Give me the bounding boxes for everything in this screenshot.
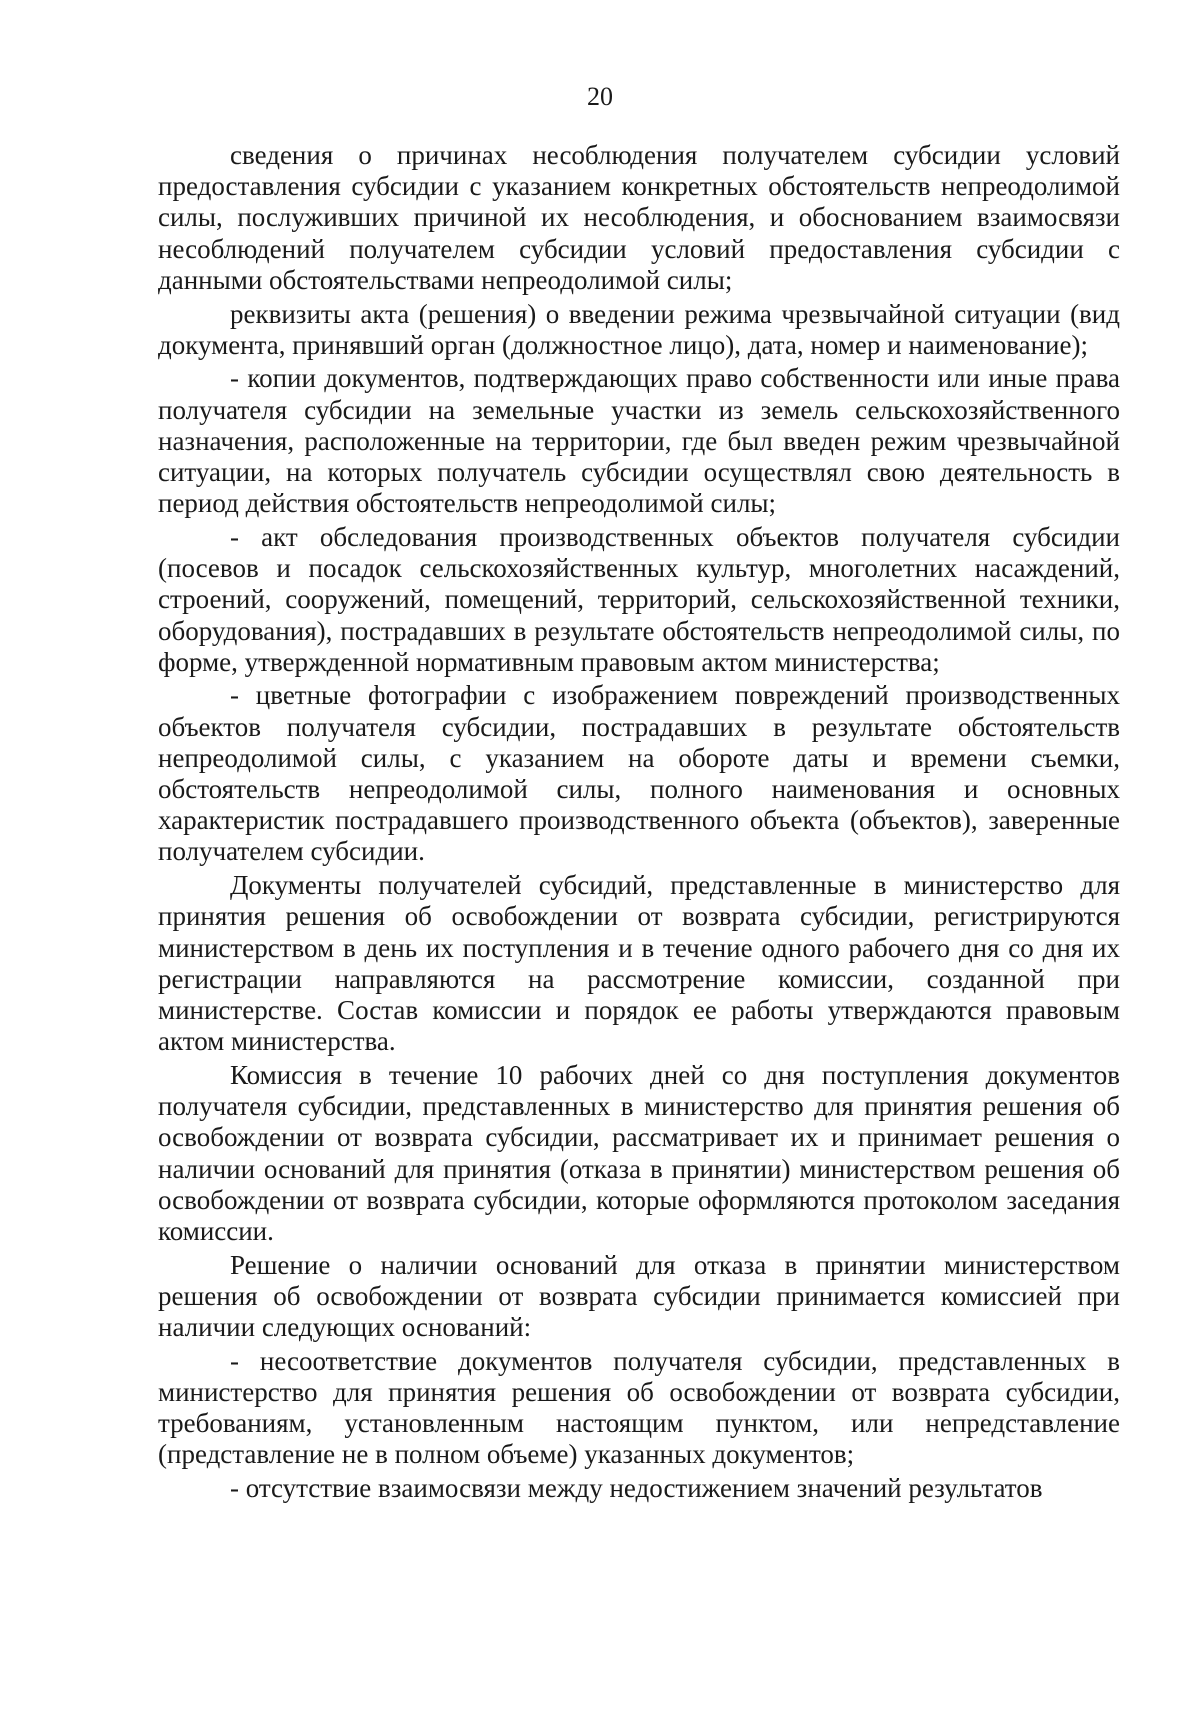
paragraph: реквизиты акта (решения) о введении режима чрезвычайной ситуации (вид документа, принявший орган (должностное лицо), дата, номер и наименование); <box>158 298 1120 360</box>
paragraph: сведения о причинах несоблюдения получателем субсидии условий предоставления субсидии с указанием конкретных обстоятельств непреодолимой силы, послуживших причиной их несоблюдения, и обоснованием взаимосвязи несоблюдений получателем субсидии условий предоставления субсидии с данными обстоятельствами непреодолимой силы; <box>158 140 1120 295</box>
paragraph: Решение о наличии оснований для отказа в принятии министерством решения об освобождении от возврата субсидии принимается комиссией при наличии следующих оснований: <box>158 1249 1120 1343</box>
paragraph: Комиссия в течение 10 рабочих дней со дня поступления документов получателя субсидии, представленных в министерство для принятия решения об освобождении от возврата субсидии, рассматривает их и принимает решения о наличии оснований для принятия (отказа в принятии) министерством решения об освобождении от возврата субсидии, которые оформляются протоколом заседания комиссии. <box>158 1059 1120 1246</box>
document-body <box>158 140 1120 1507</box>
paragraph: - акт обследования производственных объектов получателя субсидии (посевов и посадок сельскохозяйственных культур, многолетних насаждений, строений, сооружений, помещений, территорий, сельскохозяйственной техники, оборудования), пострадавших в результате обстоятельств непреодолимой силы, по форме, утвержденной нормативным правовым актом министерства; <box>158 521 1120 677</box>
paragraph: - цветные фотографии с изображением повреждений производственных объектов получателя субсидии, пострадавших в результате обстоятельств непреодолимой силы, с указанием на обороте даты и времени съемки, обстоятельств непреодолимой силы, полного наименования и основных характеристик пострадавшего производственного объекта (объектов), заверенные получателем субсидии. <box>158 680 1120 867</box>
paragraph: - отсутствие взаимосвязи между недостижением значений результатов <box>230 1473 1043 1504</box>
paragraph: - несоответствие документов получателя субсидии, представленных в министерство для принятия решения об освобождении от возврата субсидии, требованиям, установленным настоящим пунктом, или непредставление (представление не в полном объеме) указанных документов; <box>158 1345 1120 1470</box>
paragraph: - копии документов, подтверждающих право собственности или иные права получателя субсидии на земельные участки из земель сельскохозяйственного назначения, расположенные на территории, где был введен режим чрезвычайной ситуации, на которых получатель субсидии осуществлял свою деятельность в период действия обстоятельств непреодолимой силы; <box>158 363 1120 519</box>
paragraph: Документы получателей субсидий, представленные в министерство для принятия решения об освобождении от возврата субсидии, регистрируются министерством в день их поступления и в течение одного рабочего дня со дня их регистрации направляются на рассмотрение комиссии, созданной при министерстве. Состав комиссии и порядок ее работы утверждаются правовым актом министерства. <box>158 870 1120 1057</box>
page-number: 20 <box>587 82 613 111</box>
